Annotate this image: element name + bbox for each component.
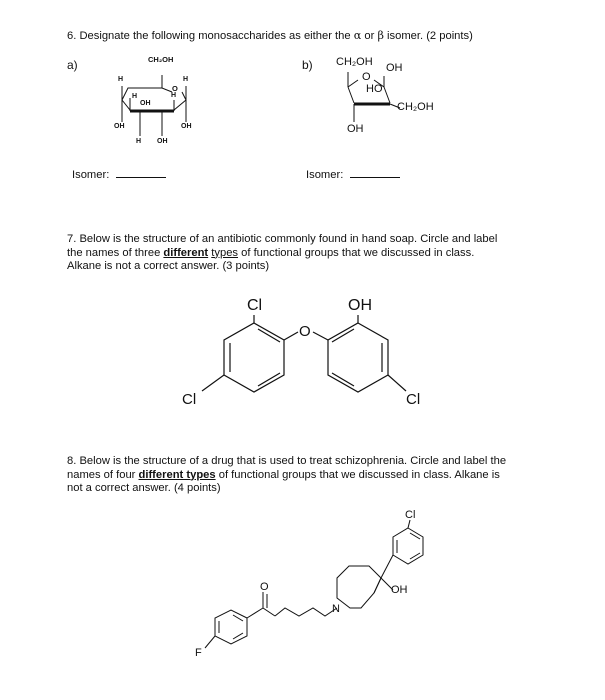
q7-cl-top: Cl — [247, 297, 263, 314]
mol-a-ch2oh: CH₂OH — [148, 55, 174, 64]
q6-prompt: 6. Designate the following monosaccharides as either the α or β isomer. (2 points) — [67, 29, 473, 42]
q6-isomer-a: Isomer: — [72, 167, 166, 183]
q7-cl-right: Cl — [406, 391, 421, 408]
q6-molecule-a-bonds — [100, 48, 210, 158]
q8-line-1: 8. Below is the structure of a drug that is used to treat schizophrenia. Circle and label the — [67, 455, 507, 467]
q7-ether-oxygen: O — [299, 323, 311, 340]
q8-nitrogen: N — [332, 603, 340, 615]
mol-b-oh-bottom: OH — [347, 123, 364, 135]
isomer-a-answer-blank[interactable] — [116, 167, 166, 178]
mol-a-h-top-left: H — [118, 76, 124, 83]
mol-a-h-bottom: H — [136, 138, 142, 145]
q8-prompt — [67, 455, 592, 496]
mol-a-oh-bottom: OH — [157, 138, 168, 145]
q8-cl: Cl — [405, 509, 416, 521]
mol-a-oh-left: OH — [114, 123, 125, 130]
q8-fluorine: F — [195, 647, 202, 659]
mol-b-ch2oh-right: CH₂OH — [397, 101, 434, 113]
q8-molecule-haloperidol — [185, 508, 435, 678]
q6-isomer-b: Isomer: — [306, 167, 400, 183]
q7-molecule-triclosan — [170, 295, 440, 420]
q8-line-3: not a correct answer. (4 points) — [67, 482, 221, 494]
isomer-b-answer-blank[interactable] — [350, 167, 400, 178]
q7-prompt — [67, 233, 587, 274]
q8-ketone-oxygen: O — [260, 581, 269, 593]
mol-a-h-inner-left: H — [132, 93, 138, 100]
mol-a-oh-inner: OH — [140, 100, 151, 107]
mol-a-oh-right: OH — [181, 123, 192, 130]
mol-b-ring-oxygen: O — [362, 71, 371, 83]
q6-part-a-label: a) — [67, 58, 78, 72]
q7-different-emphasis: different — [163, 246, 209, 259]
q7-line-2: the names of three different types of functional groups that we discussed in class. — [67, 246, 475, 259]
mol-b-ch2oh-top: CH₂OH — [336, 56, 373, 68]
mol-a-h-inner-right: H — [171, 92, 177, 99]
mol-a-ring-oxygen: O — [172, 84, 178, 93]
q7-molecule-bonds — [170, 295, 440, 420]
q7-line-1: 7. Below is the structure of an antibiotic commonly found in hand soap. Circle and label — [67, 233, 498, 245]
q6-part-b-label: b) — [302, 58, 313, 72]
q7-cl-left: Cl — [182, 391, 197, 408]
q7-oh: OH — [348, 297, 372, 314]
q8-line-2: names of four different types of functional groups that we discussed in class. Alkane is — [67, 468, 500, 481]
q6-molecule-a — [100, 48, 210, 158]
q6-molecule-b — [330, 48, 440, 148]
mol-b-oh-top: OH — [386, 62, 403, 74]
mol-b-ho: HO — [366, 83, 383, 95]
q8-oh: OH — [391, 584, 408, 596]
q7-line-3: Alkane is not a correct answer. (3 points) — [67, 260, 270, 272]
mol-a-h-top-right: H — [183, 76, 189, 83]
q8-different-types-emphasis: different types — [138, 468, 216, 481]
